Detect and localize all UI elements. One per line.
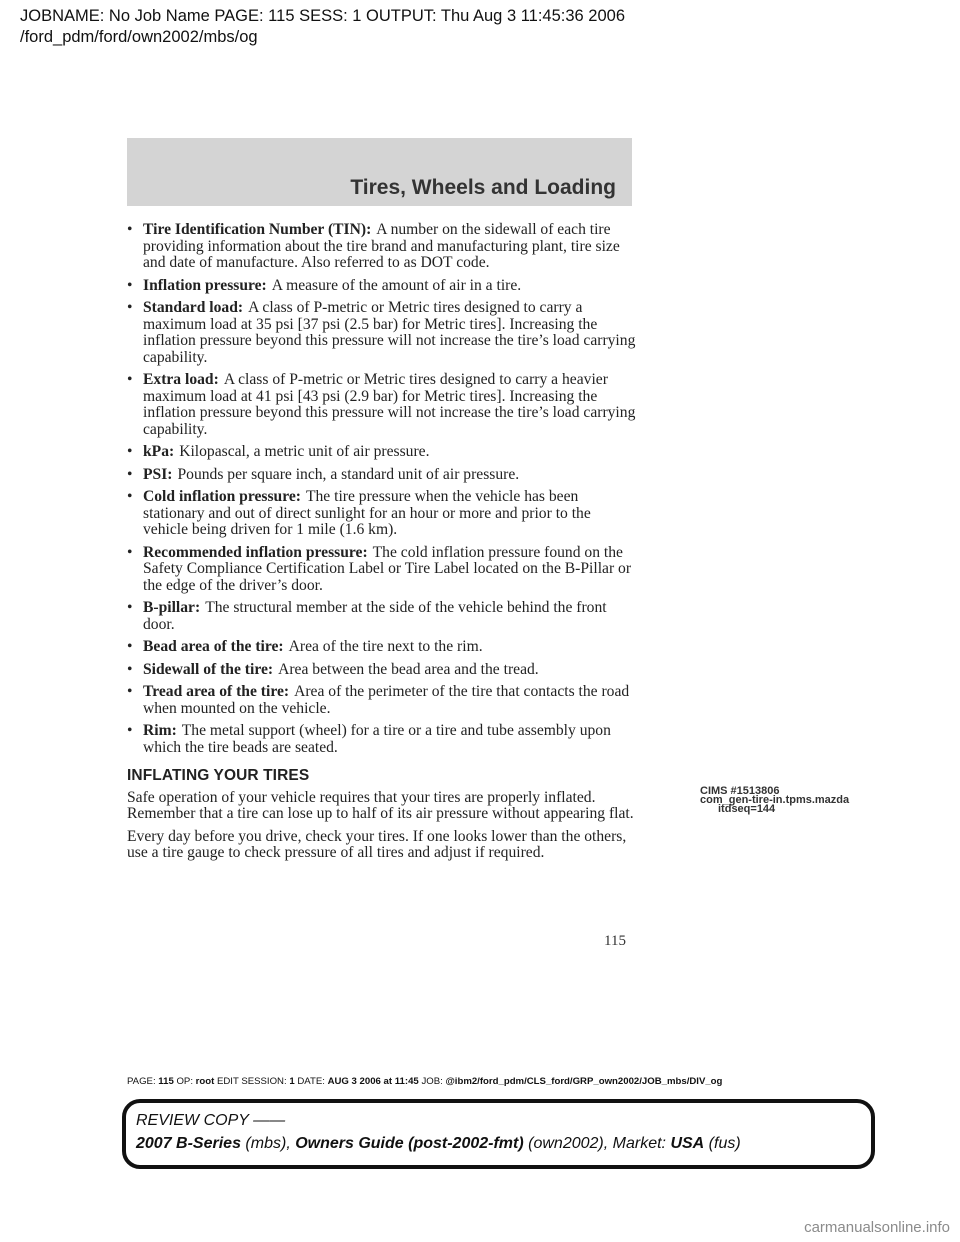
definition-term: Cold inflation pressure: — [143, 488, 301, 505]
definition-term: PSI: — [143, 465, 173, 483]
footer-session-value: 1 — [289, 1076, 295, 1087]
section-header-title: Tires, Wheels and Loading — [350, 176, 616, 199]
definition-text: The structural member at the side of the vehicle behind the front door. — [143, 599, 607, 633]
watermark-text: carmanualsonline.info — [804, 1219, 950, 1236]
bullet-icon: • — [127, 722, 133, 739]
bullet-icon: • — [127, 683, 133, 700]
definition-term: Sidewall of the tire: — [143, 660, 274, 678]
inflating-paragraph-2: Every day before you drive, check your tires. If one looks lower than the others, use a tire gauge to check pressure of all tires and adjust if required. — [127, 827, 627, 861]
review-sep2: , Market: — [603, 1135, 671, 1152]
footer-op-label: OP: — [176, 1076, 193, 1087]
cims-line2: com_gen-tire-in.tpms.mazda — [700, 794, 850, 806]
bullet-icon: • — [127, 660, 133, 678]
definition-item — [127, 489, 637, 539]
page-number: 115 — [604, 933, 626, 949]
job-header-line2: /ford_pdm/ford/own2002/mbs/og — [20, 28, 258, 46]
definition-text: Area of the tire next to the rim. — [288, 638, 483, 655]
review-guide: Owners Guide (post-2002-fmt) — [295, 1135, 524, 1152]
definitions-list — [127, 222, 637, 756]
cims-reference — [700, 787, 849, 814]
definition-item — [127, 545, 637, 595]
bullet-icon: • — [127, 465, 133, 483]
definition-text: A class of P-metric or Metric tires designed to carry a heavier maximum load at 41 psi [43 psi (2.9 bar) for Metric tires]. Increasing the inflation pressure beyond this pressure will not increase the tire’s load carrying capability. — [143, 371, 636, 438]
bullet-icon: • — [127, 638, 133, 655]
definition-text: A class of P-metric or Metric tires designed to carry a maximum load at 35 psi [37 psi (2.5 bar) for Metric tires]. Increasing the inflation pressure beyond this pressure will not increase the tire’s load carrying capability. — [143, 299, 636, 366]
definition-item — [127, 444, 637, 461]
definition-item — [127, 723, 637, 756]
definition-term: Recommended inflation pressure: — [143, 543, 368, 561]
definition-item — [127, 222, 637, 272]
footer-date-label: DATE: — [297, 1076, 325, 1087]
footer-job-info — [127, 1076, 722, 1087]
cims-line1: CIMS #1513806 — [700, 785, 780, 797]
review-copy-details — [136, 1135, 741, 1153]
definition-text: The cold inflation pressure found on the Safety Compliance Certification Label or Tire Label located on the B-Pillar or the edge of the driver’s door. — [143, 543, 632, 594]
definition-item — [127, 372, 637, 438]
definition-term: Bead area of the tire: — [143, 638, 284, 655]
bullet-icon: • — [127, 276, 133, 294]
section-header-band — [127, 138, 632, 206]
definition-text: Area between the bead area and the tread. — [278, 660, 539, 678]
definition-text: A number on the sidewall of each tire providing information about the tire brand and manufacturing plant, tire size and date of manufacture. Also referred to as DOT code. — [143, 221, 620, 271]
job-header-line1: JOBNAME: No Job Name PAGE: 115 SESS: 1 OUTPUT: Thu Aug 3 11:45:36 2006 — [20, 7, 625, 25]
definition-text: Pounds per square inch, a standard unit of air pressure. — [177, 465, 520, 483]
cims-line3: itdseq=144 — [718, 803, 776, 815]
definition-text: The tire pressure when the vehicle has been stationary and out of direct sunlight for an hour or more and prior to the vehicle being driven for 1 mile (1.6 km). — [143, 488, 591, 538]
definition-term: Rim: — [143, 722, 177, 739]
definition-term: Extra load: — [143, 371, 219, 388]
footer-page-label: PAGE: — [127, 1076, 156, 1087]
job-header — [20, 6, 625, 48]
definition-item — [127, 639, 637, 656]
definition-item — [127, 300, 637, 366]
footer-session-label: EDIT SESSION: — [216, 1076, 287, 1087]
bullet-icon: • — [127, 371, 133, 388]
footer-page-value: 115 — [158, 1076, 174, 1087]
definition-term: B-pillar: — [143, 599, 201, 616]
definition-item — [127, 684, 637, 717]
definition-term: kPa: — [143, 443, 175, 460]
review-sep1: , — [286, 1135, 296, 1152]
bullet-icon: • — [127, 443, 133, 460]
review-market-code: (fus) — [708, 1135, 741, 1152]
footer-date-value: AUG 3 2006 at 11:45 — [327, 1076, 419, 1087]
definition-item — [127, 467, 637, 484]
review-market: USA — [670, 1135, 705, 1152]
bullet-icon: • — [127, 221, 133, 238]
footer-job-value: @ibm2/ford_pdm/CLS_ford/GRP_own2002/JOB_mbs/DIV_og — [445, 1076, 723, 1087]
bullet-icon: • — [127, 599, 133, 616]
definition-item — [127, 662, 637, 679]
definition-item — [127, 278, 637, 295]
definition-term: Tire Identification Number (TIN): — [143, 221, 372, 238]
definition-term: Inflation pressure: — [143, 276, 267, 294]
review-model: 2007 B-Series — [136, 1135, 241, 1152]
inflating-paragraph-1: Safe operation of your vehicle requires that your tires are properly inflated. Remember that a tire can lose up to half of its air pressure without appearing flat. — [127, 788, 634, 822]
page-content — [127, 222, 637, 868]
definition-term: Standard load: — [143, 299, 244, 316]
definition-text: The metal support (wheel) for a tire or a tire and tube assembly upon which the tire beads are seated. — [143, 722, 611, 756]
definition-item — [127, 600, 637, 633]
review-copy-label: REVIEW COPY —— — [136, 1112, 286, 1129]
definition-text: Area of the perimeter of the tire that contacts the road when mounted on the vehicle. — [143, 683, 630, 717]
footer-job-label: JOB: — [421, 1076, 443, 1087]
definition-term: Tread area of the tire: — [143, 683, 290, 700]
review-model-code: (mbs) — [245, 1135, 287, 1152]
bullet-icon: • — [127, 299, 133, 316]
bullet-icon: • — [127, 543, 133, 561]
definition-text: A measure of the amount of air in a tire. — [271, 276, 522, 294]
review-copy-box — [122, 1099, 875, 1169]
review-guide-code: (own2002) — [528, 1135, 604, 1152]
inflating-heading: INFLATING YOUR TIRES — [127, 767, 310, 784]
footer-op-value: root — [195, 1076, 215, 1087]
definition-text: Kilopascal, a metric unit of air pressure. — [179, 443, 430, 460]
bullet-icon: • — [127, 488, 133, 505]
